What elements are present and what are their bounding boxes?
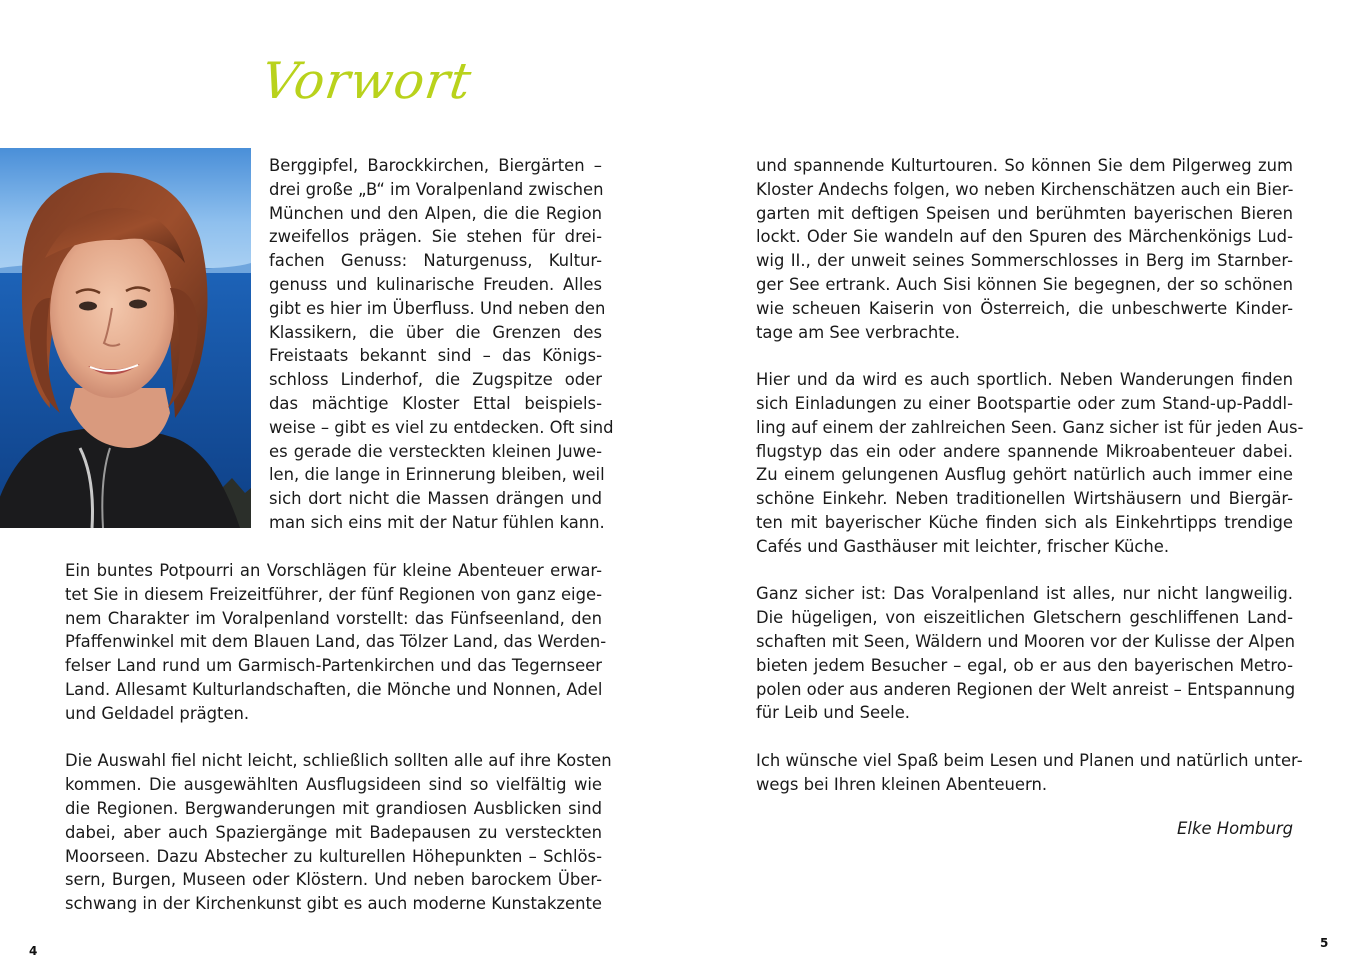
text-line: lockt. Oder Sie wandeln auf den Spuren des Märchenkönigs Lud- — [756, 227, 1293, 247]
text-line: Freistaats bekannt sind – das Königs- — [269, 346, 602, 366]
text-line: es gerade die versteckten kleinen Juwe- — [269, 441, 602, 461]
text-line: kommen. Die ausgewählten Ausflugsideen sind so vielfältig wie — [65, 775, 602, 795]
text-line: bieten jedem Besucher – egal, ob er aus den bayerischen Metro- — [756, 655, 1293, 675]
text-line: schloss Linderhof, die Zugspitze oder — [269, 370, 602, 390]
text-line: sern, Burgen, Museen oder Klöstern. Und neben barockem Über- — [65, 870, 602, 890]
text-line: Klassikern, die über die Grenzen des — [269, 322, 602, 342]
text-line: wig II., der unweit seines Sommerschlosses in Berg im Starnber- — [756, 251, 1293, 271]
text-line: ten mit bayerischer Küche finden sich als Einkehrtipps trendige — [756, 512, 1293, 532]
paragraph — [756, 368, 1304, 558]
text-line: Land. Allesamt Kulturlandschaften, die Mönche und Nonnen, Adel — [65, 679, 603, 699]
text-line: fachen Genuss: Naturgenuss, Kultur- — [269, 251, 602, 271]
text-line: und spannende Kulturtouren. So können Sie dem Pilgerweg zum — [756, 156, 1293, 175]
text-line: wie scheuen Kaiserin von Österreich, die unbeschwerte Kinder- — [756, 298, 1293, 318]
text-line: flugstyp das ein oder andere spannende Mikroabenteuer dabei. — [756, 441, 1293, 461]
author-portrait — [0, 148, 251, 528]
text-line: Berggipfel, Barockkirchen, Biergärten – — [269, 156, 602, 175]
text-line: Hier und da wird es auch sportlich. Neben Wanderungen finden — [756, 370, 1293, 390]
text-line: und Geldadel prägten. — [65, 703, 250, 723]
text-line: schaften mit Seen, Wäldern und Mooren vor der Kulisse der Alpen — [756, 631, 1296, 651]
text-line: garten mit deftigen Speisen und berühmten bayerischen Bieren — [756, 203, 1293, 223]
page-number-right: 5 — [1320, 936, 1329, 950]
text-line: drei große „B“ im Voralpenland zwischen — [269, 179, 604, 199]
portrait-image — [0, 148, 251, 528]
text-line: tet Sie in diesem Freizeitführer, der fünf Regionen von ganz eige- — [65, 584, 602, 604]
text-line: genuss und kulinarische Freuden. Alles — [269, 274, 602, 294]
intro-wrap-paragraph — [269, 154, 614, 535]
text-line: felser Land rund um Garmisch-Partenkirchen und das Tegernseer — [65, 656, 602, 676]
text-line: sich Einladungen zu einer Bootspartie oder zum Stand-up-Paddl- — [756, 393, 1293, 413]
text-line: München und den Alpen, die die Region — [269, 203, 602, 223]
text-line: Die hügeligen, von eiszeitlichen Gletschern geschliffenen Land- — [756, 608, 1293, 628]
text-line: die Regionen. Bergwanderungen mit grandiosen Ausblicken sind — [65, 798, 602, 818]
paragraph — [65, 749, 612, 916]
paragraph — [756, 154, 1293, 344]
text-line: polen oder aus anderen Regionen der Welt anreist – Entspannung — [756, 679, 1296, 699]
text-line: Moorseen. Dazu Abstecher zu kulturellen Höhepunkten – Schlös- — [65, 846, 602, 866]
text-line: für Leib und Seele. — [756, 703, 911, 723]
text-line: Cafés und Gasthäuser mit leichter, frischer Küche. — [756, 536, 1170, 556]
text-line: Pfaffenwinkel mit dem Blauen Land, das Tölzer Land, das Werden- — [65, 632, 607, 652]
paragraph — [756, 749, 1303, 797]
text-line: man sich eins mit der Natur fühlen kann. — [269, 512, 605, 532]
paragraph — [65, 559, 607, 726]
text-line: dabei, aber auch Spaziergänge mit Badepausen zu versteckten — [65, 822, 602, 842]
text-line: tage am See verbrachte. — [756, 322, 961, 342]
text-line: ling auf einem der zahlreichen Seen. Ganz sicher ist für jeden Aus- — [756, 417, 1304, 437]
text-line: schwang in der Kirchenkunst gibt es auch moderne Kunstakzente — [65, 894, 602, 914]
text-line: len, die lange in Erinnerung bleiben, weil — [269, 465, 605, 485]
text-line: wegs bei Ihren kleinen Abenteuern. — [756, 774, 1048, 794]
text-line: ger See ertrank. Auch Sisi können Sie begegnen, der so schönen — [756, 274, 1293, 294]
text-line: schöne Einkehr. Neben traditionellen Wirtshäusern und Biergär- — [756, 489, 1293, 509]
page-title: Vorwort — [257, 52, 476, 110]
text-line: Die Auswahl fiel nicht leicht, schließlich sollten alle auf ihre Kosten — [65, 751, 612, 771]
text-line: Ganz sicher ist: Das Voralpenland ist alles, nur nicht langweilig. — [756, 584, 1293, 604]
text-line: gibt es hier im Überfluss. Und neben den — [269, 298, 606, 318]
text-line: weise – gibt es viel zu entdecken. Oft sind — [269, 417, 614, 437]
text-line: Ein buntes Potpourri an Vorschlägen für kleine Abenteuer erwar- — [65, 561, 602, 580]
text-line: zweifellos prägen. Sie stehen für drei- — [269, 227, 602, 247]
left-page-body — [65, 559, 612, 916]
page-number-left: 4 — [29, 944, 38, 958]
author-signature: Elke Homburg — [1177, 819, 1293, 838]
text-line: Zu einem gelungenen Ausflug gehört natürlich auch immer eine — [756, 465, 1293, 485]
text-line: Kloster Andechs folgen, wo neben Kirchenschätzen auch ein Bier- — [756, 179, 1294, 199]
text-line: nem Charakter im Voralpenland vorstellt: das Fünfseenland, den — [65, 608, 602, 628]
text-line: Ich wünsche viel Spaß beim Lesen und Planen und natürlich unter- — [756, 750, 1303, 770]
paragraph — [756, 582, 1296, 725]
text-line: sich dort nicht die Massen drängen und — [269, 489, 602, 509]
text-line: das mächtige Kloster Ettal beispiels- — [269, 393, 602, 413]
right-page-body — [756, 154, 1304, 797]
